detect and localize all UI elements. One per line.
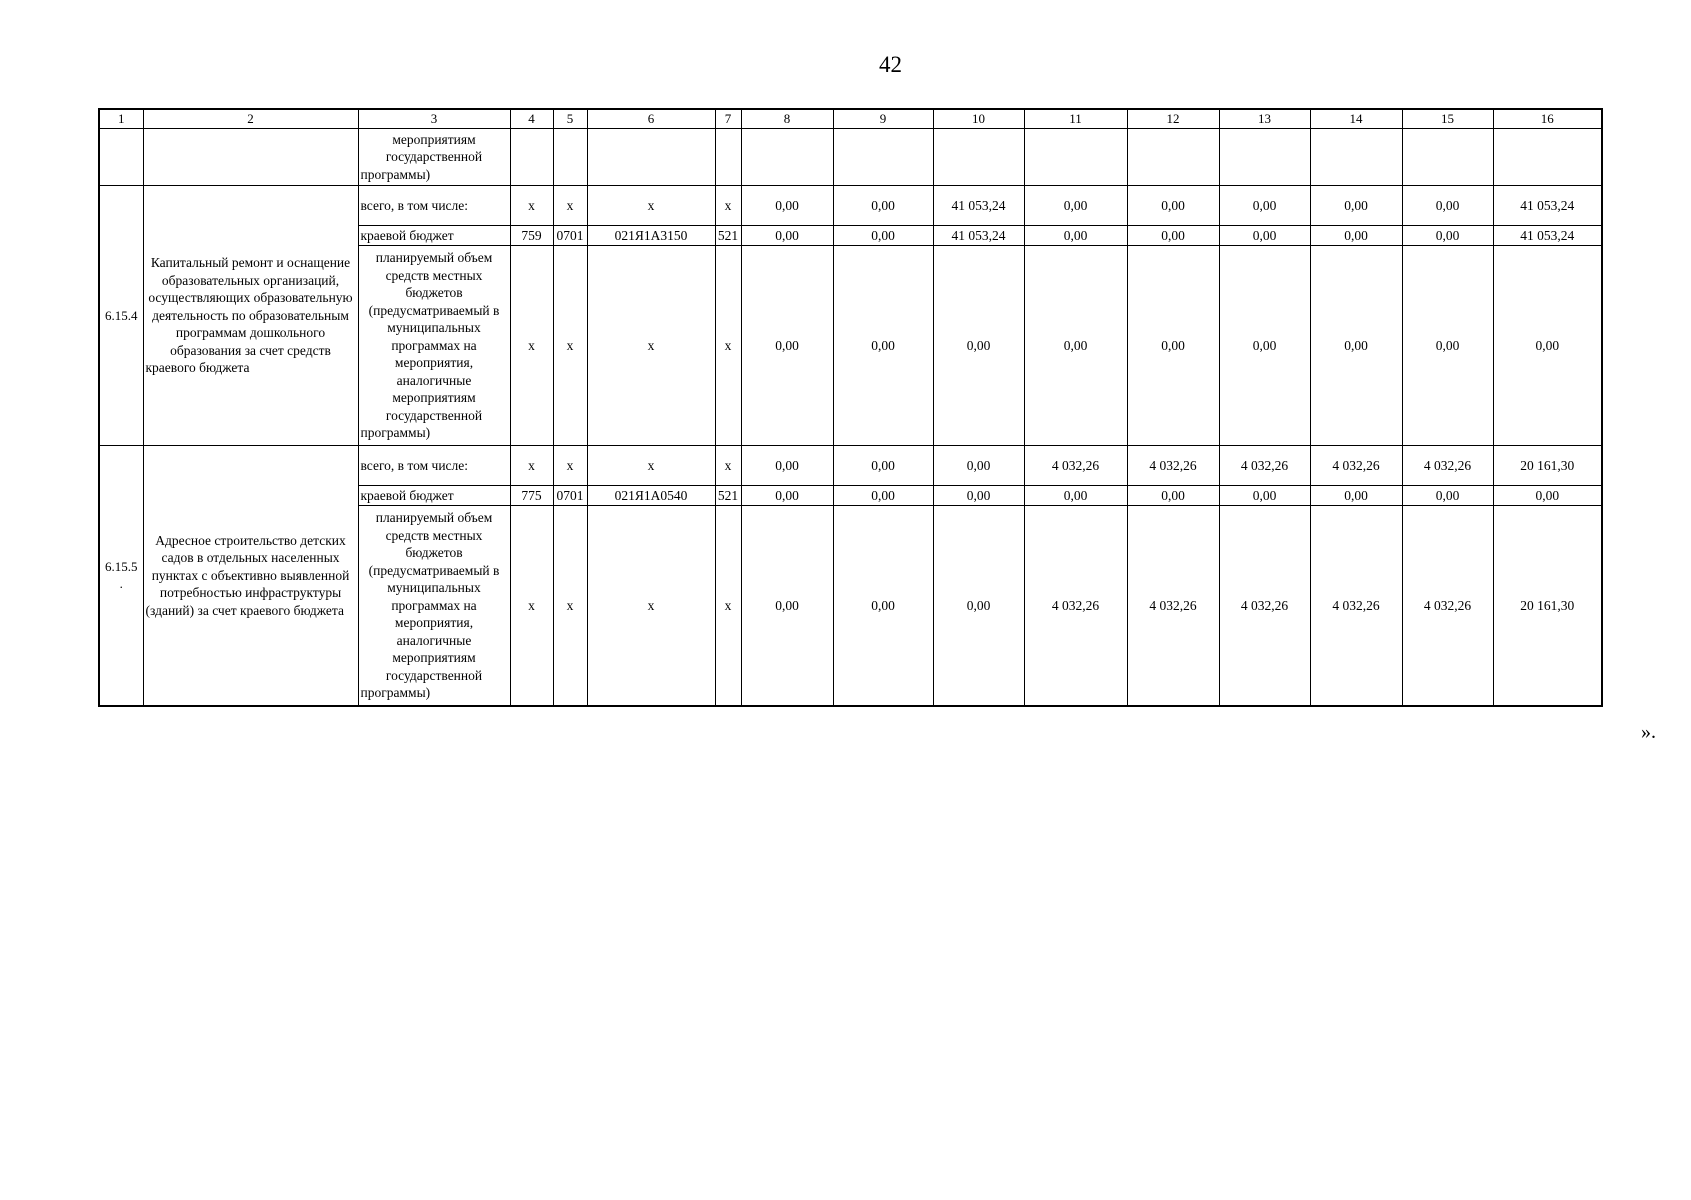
continuation-row [99, 129, 1602, 186]
value-cell: 0,00 [741, 486, 833, 506]
value-cell: 0,00 [741, 446, 833, 486]
value-cell: 0,00 [1402, 186, 1493, 226]
header-cell: 9 [833, 109, 933, 129]
value-cell: 0,00 [833, 506, 933, 706]
empty-cell [99, 129, 143, 186]
value-cell: 0,00 [1402, 246, 1493, 446]
value-cell: 0,00 [833, 186, 933, 226]
funding-source: всего, в том числе: [358, 186, 510, 226]
value-cell: 0,00 [833, 446, 933, 486]
empty-cell [1127, 129, 1219, 186]
header-row [99, 109, 1602, 129]
item-name: Капитальный ремонт и оснащение образовательных организаций, осуществляющих образовательную деятельность по образовательным программам дошкольного образования за счет средств краевого бюджета [143, 186, 358, 446]
header-cell: 8 [741, 109, 833, 129]
table-row [99, 186, 1602, 226]
value-cell: 0,00 [1024, 246, 1127, 446]
header-cell: 10 [933, 109, 1024, 129]
col-6-cell: x [587, 446, 715, 486]
col-6-cell: x [587, 246, 715, 446]
value-cell: 0,00 [1310, 226, 1402, 246]
funding-source: краевой бюджет [358, 226, 510, 246]
value-cell: 4 032,26 [1402, 446, 1493, 486]
empty-cell [1493, 129, 1602, 186]
col-7-cell: x [715, 186, 741, 226]
col-5-cell: x [553, 246, 587, 446]
empty-cell [587, 129, 715, 186]
value-cell: 0,00 [933, 446, 1024, 486]
empty-cell [1310, 129, 1402, 186]
value-cell: 0,00 [933, 246, 1024, 446]
value-cell: 0,00 [1402, 226, 1493, 246]
value-cell: 20 161,30 [1493, 506, 1602, 706]
col-4-cell: 775 [510, 486, 553, 506]
header-cell: 6 [587, 109, 715, 129]
empty-cell [143, 129, 358, 186]
empty-cell [1024, 129, 1127, 186]
col-5-cell: x [553, 186, 587, 226]
funding-source: всего, в том числе: [358, 446, 510, 486]
value-cell: 0,00 [1219, 186, 1310, 226]
value-cell: 0,00 [1127, 246, 1219, 446]
value-cell: 4 032,26 [1219, 446, 1310, 486]
page-number: 42 [879, 52, 902, 77]
item-code-text: 6.15.4 [105, 307, 138, 323]
header-cell: 14 [1310, 109, 1402, 129]
col-4-cell: x [510, 246, 553, 446]
value-cell: 0,00 [741, 186, 833, 226]
value-cell: 0,00 [1024, 486, 1127, 506]
col-6-cell: 021Я1А0540 [587, 486, 715, 506]
value-cell: 0,00 [933, 486, 1024, 506]
value-cell: 0,00 [1219, 246, 1310, 446]
funding-source: планируемый объем средств местных бюджетов (предусматриваемый в муниципальных программах на мероприятия, аналогичные мероприятиям государственной программы) [358, 246, 510, 446]
value-cell: 4 032,26 [1219, 506, 1310, 706]
value-cell: 4 032,26 [1310, 506, 1402, 706]
value-cell: 41 053,24 [1493, 226, 1602, 246]
value-cell: 4 032,26 [1402, 506, 1493, 706]
value-cell: 4 032,26 [1024, 506, 1127, 706]
empty-cell [715, 129, 741, 186]
value-cell: 0,00 [833, 246, 933, 446]
value-cell: 20 161,30 [1493, 446, 1602, 486]
value-cell: 0,00 [741, 246, 833, 446]
value-cell: 4 032,26 [1024, 446, 1127, 486]
item-name: Адресное строительство детских садов в отдельных населенных пунктах с объективно выявленной потребностью инфраструктуры (зданий) за счет краевого бюджета [143, 446, 358, 706]
value-cell: 0,00 [1127, 226, 1219, 246]
empty-cell [741, 129, 833, 186]
col-6-cell: x [587, 506, 715, 706]
table-row [99, 446, 1602, 486]
col-5-cell: x [553, 446, 587, 486]
empty-cell [933, 129, 1024, 186]
value-cell: 0,00 [1310, 486, 1402, 506]
header-cell: 16 [1493, 109, 1602, 129]
closing-quote: ». [1641, 721, 1656, 743]
value-cell: 4 032,26 [1127, 506, 1219, 706]
empty-cell [510, 129, 553, 186]
value-cell: 0,00 [1219, 226, 1310, 246]
col-7-cell: 521 [715, 226, 741, 246]
header-cell: 1 [99, 109, 143, 129]
col-7-cell: x [715, 246, 741, 446]
value-cell: 0,00 [1493, 246, 1602, 446]
source-cell: мероприятиям государственной программы) [358, 129, 510, 186]
funding-source: планируемый объем средств местных бюджетов (предусматриваемый в муниципальных программах на мероприятия, аналогичные мероприятиям государственной программы) [358, 506, 510, 706]
col-5-cell: x [553, 506, 587, 706]
header-cell: 7 [715, 109, 741, 129]
value-cell: 0,00 [833, 226, 933, 246]
value-cell: 0,00 [1219, 486, 1310, 506]
header-cell: 4 [510, 109, 553, 129]
header-cell: 5 [553, 109, 587, 129]
value-cell: 41 053,24 [933, 186, 1024, 226]
item-code-text: 6.15.5 [105, 558, 138, 574]
value-cell: 0,00 [741, 226, 833, 246]
col-6-cell: 021Я1А3150 [587, 226, 715, 246]
value-cell: 0,00 [1493, 486, 1602, 506]
col-5-cell: 0701 [553, 486, 587, 506]
header-cell: 11 [1024, 109, 1127, 129]
value-cell: 0,00 [1310, 186, 1402, 226]
empty-cell [1219, 129, 1310, 186]
value-cell: 41 053,24 [933, 226, 1024, 246]
col-4-cell: x [510, 186, 553, 226]
header-cell: 3 [358, 109, 510, 129]
col-7-cell: x [715, 446, 741, 486]
item-code [99, 186, 143, 446]
empty-cell [833, 129, 933, 186]
funding-source: краевой бюджет [358, 486, 510, 506]
col-4-cell: 759 [510, 226, 553, 246]
value-cell: 4 032,26 [1127, 446, 1219, 486]
header-cell: 13 [1219, 109, 1310, 129]
col-4-cell: x [510, 506, 553, 706]
budget-table [98, 108, 1603, 707]
value-cell: 0,00 [933, 506, 1024, 706]
value-cell: 41 053,24 [1493, 186, 1602, 226]
header-cell: 15 [1402, 109, 1493, 129]
value-cell: 0,00 [741, 506, 833, 706]
col-6-cell: x [587, 186, 715, 226]
empty-cell [1402, 129, 1493, 186]
value-cell: 0,00 [1024, 186, 1127, 226]
col-7-cell: x [715, 506, 741, 706]
value-cell: 4 032,26 [1310, 446, 1402, 486]
header-cell: 2 [143, 109, 358, 129]
empty-cell [553, 129, 587, 186]
value-cell: 0,00 [1127, 186, 1219, 226]
header-cell: 12 [1127, 109, 1219, 129]
item-code [99, 446, 143, 706]
item-code-suffix: . [119, 576, 123, 592]
value-cell: 0,00 [1402, 486, 1493, 506]
value-cell: 0,00 [1310, 246, 1402, 446]
value-cell: 0,00 [833, 486, 933, 506]
col-7-cell: 521 [715, 486, 741, 506]
value-cell: 0,00 [1127, 486, 1219, 506]
col-5-cell: 0701 [553, 226, 587, 246]
col-4-cell: x [510, 446, 553, 486]
value-cell: 0,00 [1024, 226, 1127, 246]
